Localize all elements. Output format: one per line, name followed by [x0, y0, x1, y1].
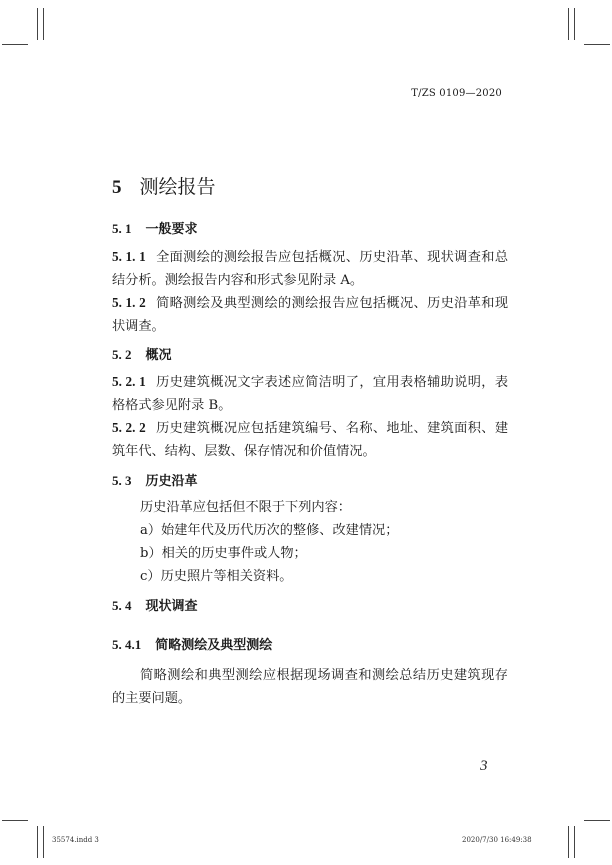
crop-mark [568, 8, 569, 40]
clause-number: 5. 2. 2 [112, 420, 146, 435]
crop-mark [584, 820, 610, 821]
list-item: b）相关的历史事件或人物； [140, 546, 307, 561]
crop-mark [2, 820, 28, 821]
subsection-heading [112, 470, 198, 489]
crop-mark [43, 826, 44, 858]
subsubsection-title: 简略测绘及典型测绘 [155, 638, 273, 653]
list-item: c）历史照片等相关资料。 [140, 569, 293, 584]
clause-paragraph [112, 291, 508, 338]
clause-paragraph [112, 370, 508, 417]
clause-text: 历史建筑概况应包括建筑编号、名称、地址、建筑面积、建筑年代、结构、层数、保存情况和价值情况。 [112, 421, 509, 459]
list-item: a）始建年代及历代历次的整修、改建情况； [140, 523, 399, 538]
section-title: 测绘报告 [139, 176, 216, 198]
clause-number: 5. 1. 2 [112, 295, 146, 310]
crop-mark [574, 8, 575, 40]
subsection-number: 5. 4 [112, 598, 132, 613]
section-number: 5 [112, 177, 122, 198]
subsubsection-heading [112, 634, 272, 653]
clause-paragraph [112, 416, 508, 463]
crop-mark [37, 8, 38, 40]
crop-mark [43, 8, 44, 40]
clause-text: 历史建筑概况文字表述应简洁明了，宜用表格辅助说明，表格格式参见附录 B。 [112, 375, 509, 413]
crop-mark [568, 826, 569, 858]
subsubsection-number: 5. 4.1 [112, 637, 142, 652]
subsection-number: 5. 2 [112, 347, 132, 362]
crop-mark [2, 44, 28, 45]
subsection-title: 概况 [145, 348, 172, 363]
print-timestamp: 2020/7/30 16:49:38 [462, 836, 532, 844]
clause-paragraph [112, 245, 508, 292]
section-heading [112, 172, 216, 199]
subsection-number: 5. 1 [112, 221, 132, 236]
subsection-heading [112, 595, 198, 614]
subsection-title: 一般要求 [145, 222, 198, 237]
clause-text: 全面测绘的测绘报告应包括概况、历史沿革、现状调查和总结分析。测绘报告内容和形式参见附录 A。 [112, 250, 509, 288]
crop-mark [37, 826, 38, 858]
subsection-title: 现状调查 [145, 599, 198, 614]
body-paragraph: 简略测绘和典型测绘应根据现场调查和测绘总结历史建筑现存的主要问题。 [112, 668, 508, 706]
subsection-heading [112, 218, 198, 237]
crop-mark [584, 44, 610, 45]
file-label: 35574.indd 3 [52, 836, 99, 844]
clause-number: 5. 1. 1 [112, 249, 146, 264]
clause-text: 简略测绘及典型测绘的测绘报告应包括概况、历史沿革和现状调查。 [112, 296, 509, 334]
page-number: 3 [480, 758, 488, 774]
standard-code: T/ZS 0109—2020 [411, 88, 502, 99]
subsection-number: 5. 3 [112, 473, 132, 488]
subsection-heading [112, 344, 172, 363]
crop-mark [574, 826, 575, 858]
subsection-title: 历史沿革 [145, 474, 198, 489]
list-intro: 历史沿革应包括但不限于下列内容： [140, 500, 351, 515]
clause-number: 5. 2. 1 [112, 374, 146, 389]
